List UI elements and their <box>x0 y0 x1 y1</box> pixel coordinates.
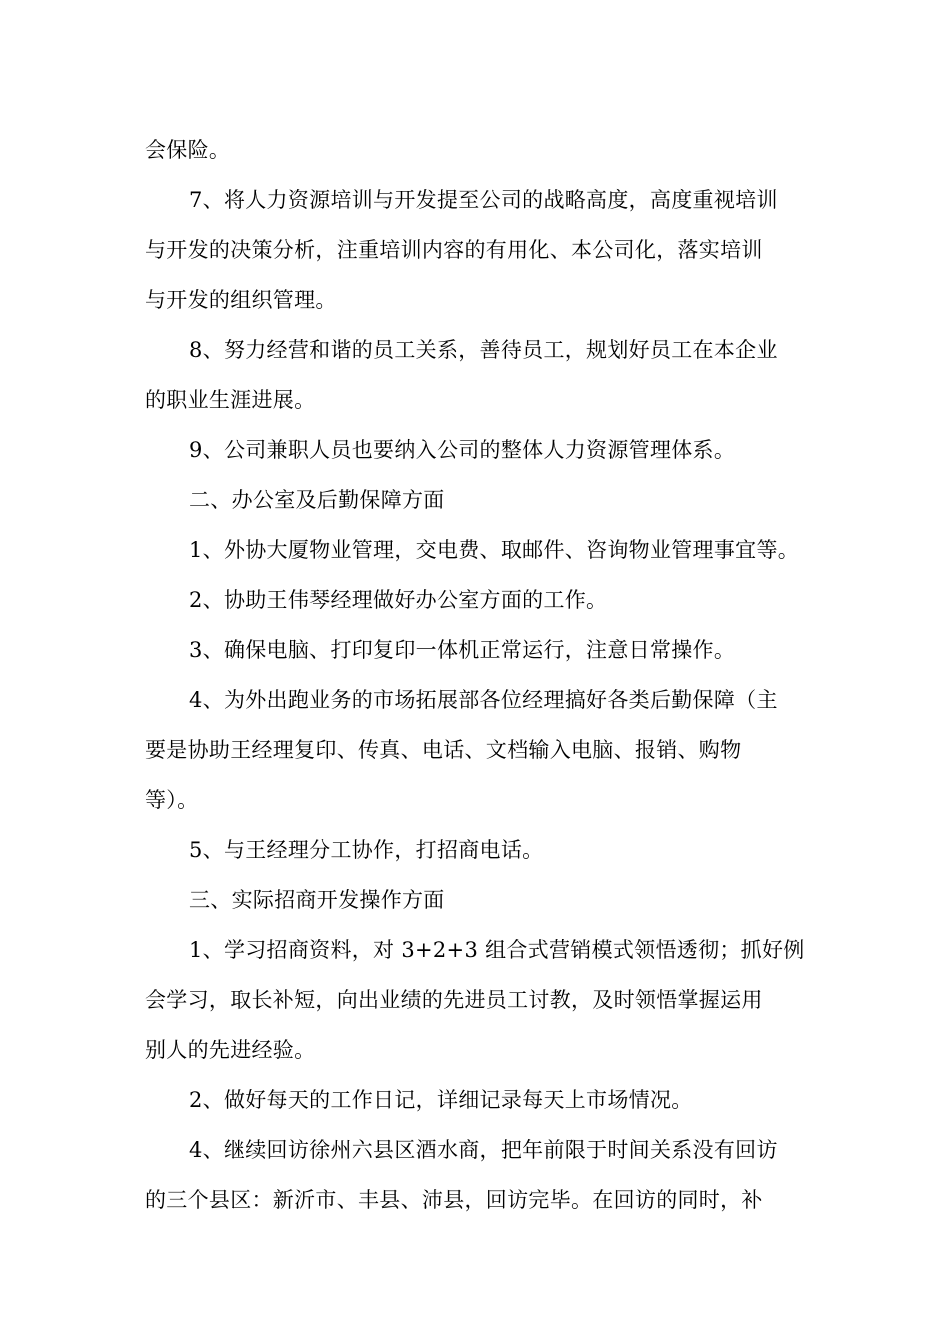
text-line: 与开发的决策分析，注重培训内容的有用化、本公司化，落实培训 <box>145 238 763 262</box>
paragraph-7-start: 7、将人力资源培训与开发提至公司的战略高度，高度重视培训 <box>189 188 778 212</box>
section-heading-2: 二、办公室及后勤保障方面 <box>189 488 445 512</box>
text-line: 的职业生涯进展。 <box>145 388 316 412</box>
paragraph-9: 9、公司兼职人员也要纳入公司的整体人力资源管理体系。 <box>189 438 736 462</box>
section-3-item-1-start: 1、学习招商资料，对 3+2+3 组合式营销模式领悟透彻；抓好例 <box>189 938 805 962</box>
text-line: 要是协助王经理复印、传真、电话、文档输入电脑、报销、购物 <box>145 738 742 762</box>
text-line: 与开发的组织管理。 <box>145 288 337 312</box>
section-2-item-5: 5、与王经理分工协作，打招商电话。 <box>189 838 544 862</box>
section-2-item-3: 3、确保电脑、打印复印一体机正常运行，注意日常操作。 <box>189 638 736 662</box>
section-2-item-2: 2、协助王伟琴经理做好办公室方面的工作。 <box>189 588 608 612</box>
text-line: 会保险。 <box>145 138 231 162</box>
section-heading-3: 三、实际招商开发操作方面 <box>189 888 445 912</box>
section-3-item-2: 2、做好每天的工作日记，详细记录每天上市场情况。 <box>189 1088 693 1112</box>
text-line: 别人的先进经验。 <box>145 1038 316 1062</box>
text-line: 等）。 <box>145 788 199 812</box>
text-line: 会学习，取长补短，向出业绩的先进员工讨教，及时领悟掌握运用 <box>145 988 763 1012</box>
text-line: 的三个县区：新沂市、丰县、沛县，回访完毕。在回访的同时，补 <box>145 1188 763 1212</box>
paragraph-8-start: 8、努力经营和谐的员工关系，善待员工，规划好员工在本企业 <box>189 338 778 362</box>
section-2-item-1: 1、外协大厦物业管理，交电费、取邮件、咨询物业管理事宜等。 <box>189 538 800 562</box>
section-2-item-4-start: 4、为外出跑业务的市场拓展部各位经理搞好各类后勤保障（主 <box>189 688 778 712</box>
section-3-item-4-start: 4、继续回访徐州六县区酒水商，把年前限于时间关系没有回访 <box>189 1138 778 1162</box>
